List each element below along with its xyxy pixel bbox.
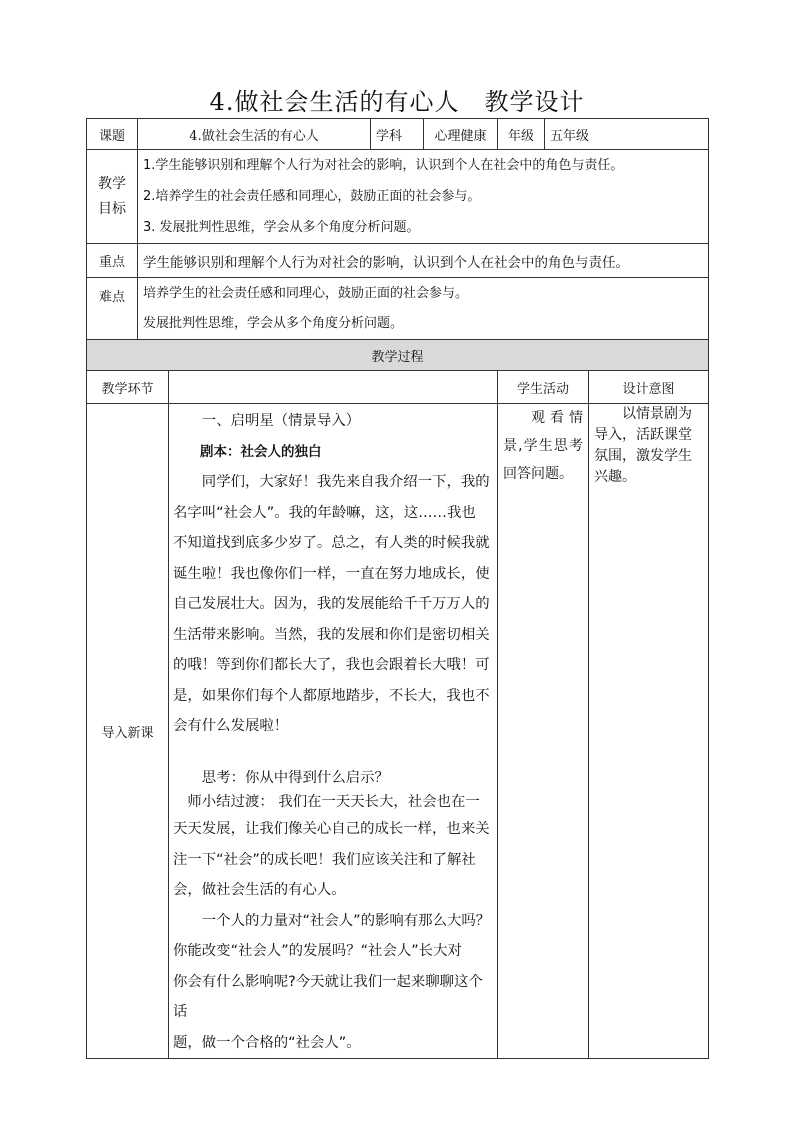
objectives-row: [87, 150, 709, 244]
summary-line: 天天发展，让我们像关心自己的成长一样，也来关: [173, 821, 490, 837]
difficulty-row: [87, 278, 709, 340]
objective-item: 2.培养学生的社会责任感和同理心，鼓励正面的社会参与。: [143, 189, 481, 204]
summary-line: 会，做社会生活的有心人。: [173, 882, 346, 898]
process-header-row: [87, 340, 709, 371]
monologue-line: 诞生啦！我也像你们一样，一直在努力地成长，使: [173, 565, 490, 582]
monologue-line: 生活带来影响。当然，我的发展和你们是密切相关: [173, 626, 490, 643]
design-intent: 以情景剧为导入，活跃课堂氛围，激发学生兴趣。: [589, 404, 709, 1059]
section-title: 一、启明星（情景导入）: [201, 413, 361, 429]
monologue-line: 会有什么发展啦！: [173, 718, 289, 734]
lesson-content: [169, 404, 498, 1059]
topic-value: 4.做社会生活的有心人: [138, 119, 371, 150]
difficulty-line: 发展批判性思维，学会从多个角度分析问题。: [143, 315, 404, 331]
objectives-content: [138, 150, 709, 244]
monologue-line: 是，如果你们每个人都原地踏步，不长大，我也不: [173, 687, 490, 704]
key-point-text: 学生能够识别和理解个人行为对社会的影响，认识到个人在社会中的角色与责任。: [138, 244, 709, 278]
lesson-plan-table: [86, 118, 709, 1059]
objectives-label: [87, 150, 138, 244]
question-line: 一个人的力量对“社会人”的影响有那么大吗？: [201, 912, 491, 929]
question-line: 题，做一个合格的“社会人”。: [173, 1034, 361, 1051]
think-question: 思考：你从中得到什么启示？: [201, 770, 389, 786]
key-point-label: 重点: [87, 244, 138, 278]
objectives-label-line2: 目标: [98, 200, 126, 217]
question-line: 你能改变“社会人”的发展吗？“社会人”长大对: [173, 943, 462, 959]
col-student-header: 学生活动: [498, 371, 589, 404]
objectives-label-line1: 教学: [98, 175, 126, 192]
document-title: 4.做社会生活的有心人 教学设计: [209, 88, 585, 116]
monologue-line: 的哦！等到你们都长大了，我也会跟着长大哦！可: [173, 657, 490, 673]
col-content-header: [169, 371, 498, 404]
col-intent-header: 设计意图: [589, 371, 709, 404]
key-point-row: [87, 244, 709, 278]
subject-value: 心理健康: [424, 119, 498, 150]
col-stage-header: 教学环节: [87, 371, 169, 404]
info-row: [87, 119, 709, 150]
grade-value: 五年级: [545, 119, 709, 150]
process-columns-row: [87, 371, 709, 404]
difficulty-line: 培养学生的社会责任感和同理心，鼓励正面的社会参与。: [143, 285, 469, 301]
monologue-line: 名字叫“社会人”。我的年龄嘛，这，这……我也: [173, 504, 476, 521]
grade-label: 年级: [498, 119, 545, 150]
student-activity: 观看情景,学生思考回答问题。: [498, 404, 589, 1059]
objective-item: 3. 发展批判性思维，学会从多个角度分析问题。: [143, 220, 420, 235]
summary-line: 注一下“社会”的成长吧！我们应该关注和了解社: [173, 851, 476, 868]
objective-item: 1.学生能够识别和理解个人行为对社会的影响，认识到个人在社会中的角色与责任。: [143, 158, 624, 173]
difficulty-label: 难点: [87, 278, 138, 340]
difficulty-content: [138, 278, 709, 340]
monologue-line: 不知道找到底多少岁了。总之，有人类的时候我就: [173, 535, 490, 551]
topic-label: 课题: [87, 119, 138, 150]
monologue-line: 同学们，大家好！我先来自我介绍一下，我的: [201, 474, 490, 490]
monologue-line: 自己发展壮大。因为，我的发展能给千千万万人的: [173, 596, 490, 612]
intro-stage-row: [87, 404, 709, 1059]
subject-label: 学科: [371, 119, 424, 150]
question-line: 你会有什么影响呢?今天就让我们一起来聊聊这个话: [173, 973, 483, 1020]
summary-line: 师小结过渡： 我们在一天天长大，社会也在一: [187, 794, 480, 810]
process-header: 教学过程: [87, 340, 709, 371]
script-title: 剧本：社会人的独白: [200, 443, 322, 460]
stage-name: 导入新课: [87, 404, 169, 1059]
